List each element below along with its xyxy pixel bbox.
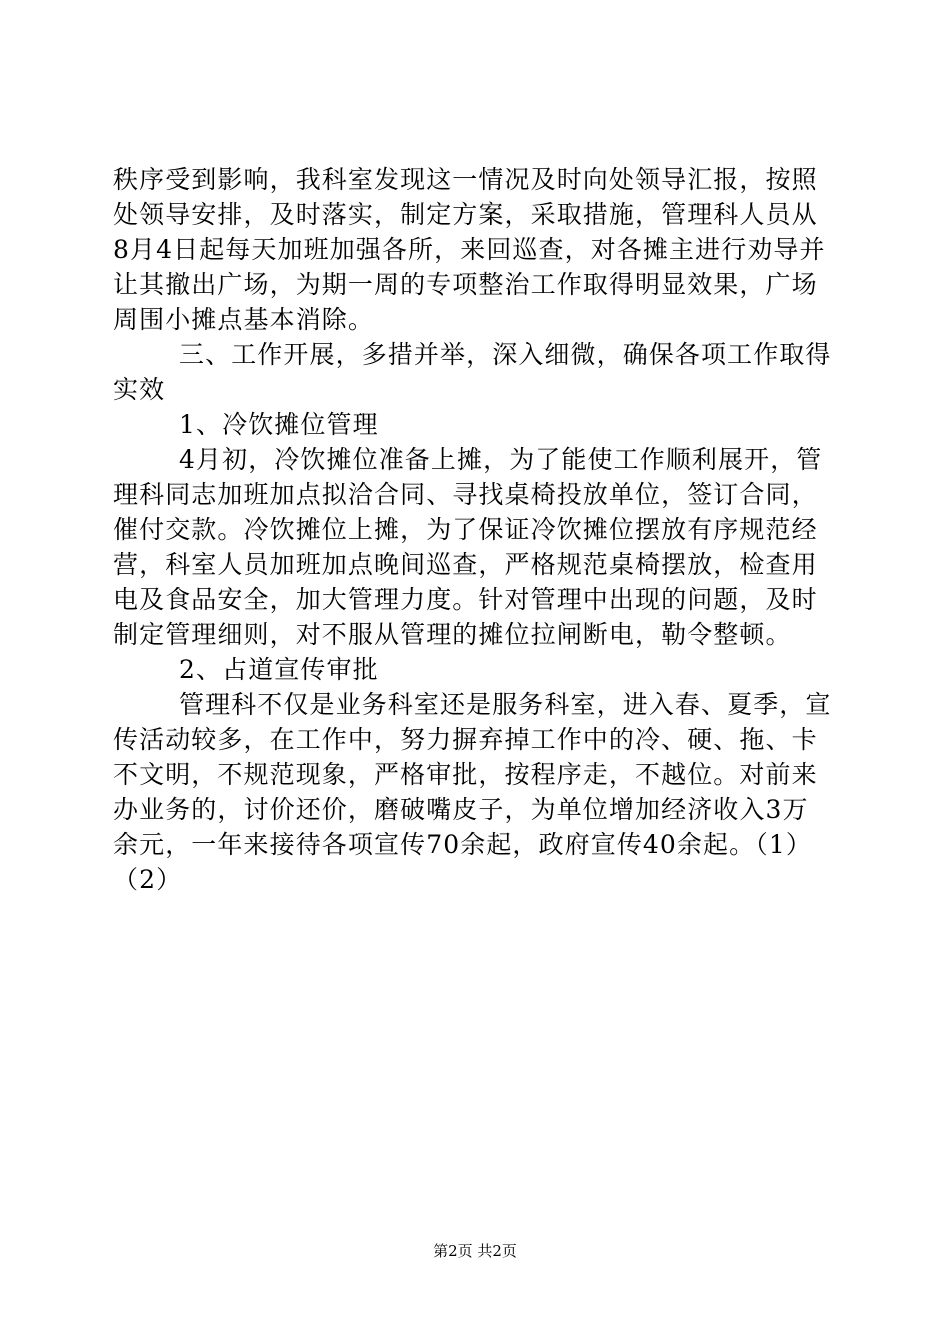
paragraph-line: 办业务的，讨价还价，磨破嘴皮子，为单位增加经济收入3万 <box>113 795 809 824</box>
subsection-heading: 1、冷饮摊位管理 <box>179 410 379 439</box>
section-heading-continuation: 实效 <box>113 375 166 404</box>
section-heading: 三、工作开展，多措并举，深入细微，确保各项工作取得 <box>179 340 832 369</box>
paragraph-line: 制定管理细则，对不服从管理的摊位拉闸断电，勒令整顿。 <box>113 620 792 649</box>
document-body <box>113 162 833 897</box>
paragraph-line: 4月初，冷饮摊位准备上摊，为了能使工作顺利展开，管 <box>179 445 823 474</box>
page-footer: 第2页 共2页 <box>433 1242 517 1260</box>
paragraph-line: 处领导安排，及时落实，制定方案，采取措施，管理科人员从 <box>113 200 818 229</box>
paragraph-line: 理科同志加班加点拟洽合同、寻找桌椅投放单位，签订合同， <box>113 480 818 509</box>
paragraph-line: 催付交款。冷饮摊位上摊，为了保证冷饮摊位摆放有序规范经 <box>113 515 818 544</box>
paragraph-line: 管理科不仅是业务科室还是服务科室，进入春、夏季，宣 <box>179 690 832 719</box>
paragraph-line: 传活动较多，在工作中，努力摒弃掉工作中的冷、硬、拖、卡 <box>113 725 818 754</box>
paragraph-line: 营，科室人员加班加点晚间巡查，严格规范桌椅摆放，检查用 <box>113 550 818 579</box>
paragraph-line: 让其撤出广场，为期一周的专项整治工作取得明显效果，广场 <box>113 270 818 299</box>
paragraph-line: 秩序受到影响，我科室发现这一情况及时向处领导汇报，按照 <box>113 165 818 194</box>
subsection-heading: 2、占道宣传审批 <box>179 655 379 684</box>
paragraph-line: 不文明，不规范现象，严格审批，按程序走，不越位。对前来 <box>113 760 818 789</box>
paragraph-line: 8月4日起每天加班加强各所，来回巡查，对各摊主进行劝导并 <box>113 235 826 264</box>
paragraph-line: 周围小摊点基本消除。 <box>113 305 375 334</box>
paragraph-line: 电及食品安全，加大管理力度。针对管理中出现的问题，及时 <box>113 585 818 614</box>
paragraph-line: （2） <box>113 865 183 894</box>
paragraph-line: 余元，一年来接待各项宣传70余起，政府宣传40余起。（1） <box>113 830 812 859</box>
